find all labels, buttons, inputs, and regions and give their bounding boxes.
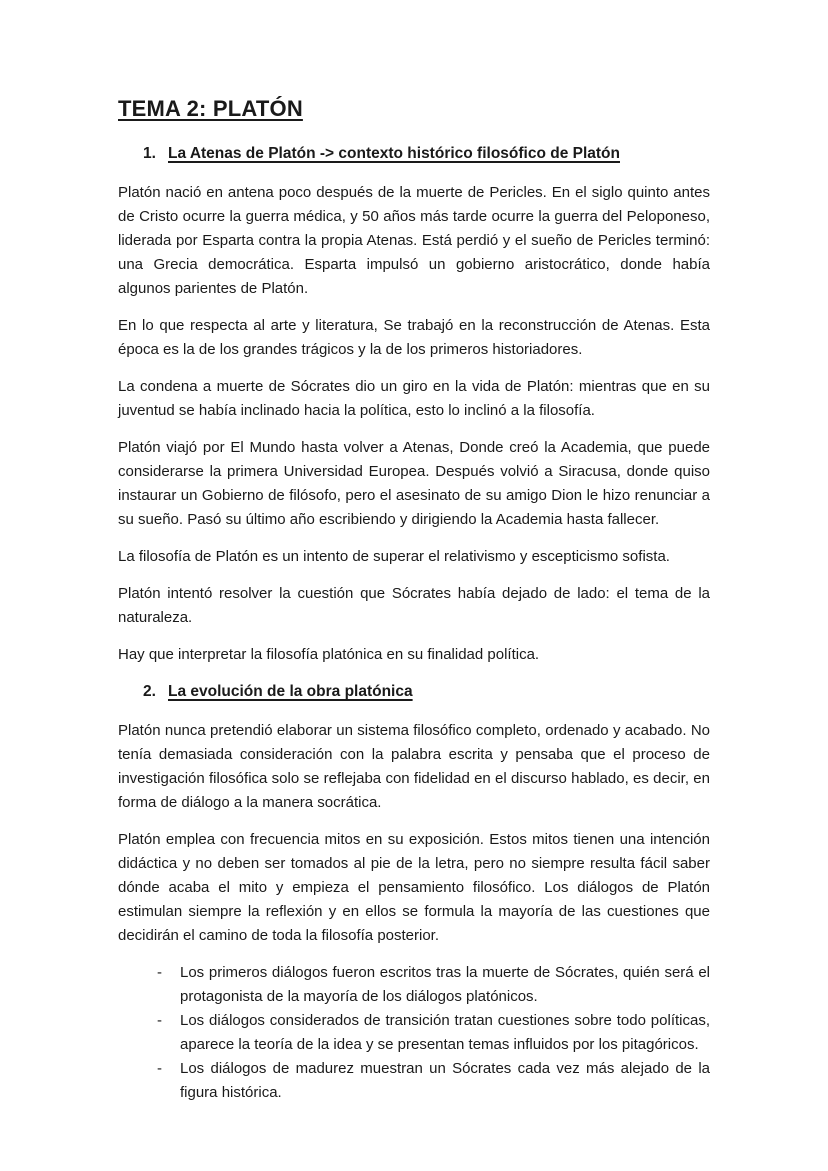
section-number: 1. [143, 145, 156, 162]
paragraph: Hay que interpretar la filosofía platónica en su finalidad política. [118, 646, 540, 663]
paragraph: La filosofía de Platón es un intento de superar el relativismo y escepticismo sofista. [118, 548, 670, 565]
paragraph: Platón nació en antena poco después de la muerte de Pericles. En el siglo quinto antes de Cristo ocurre la guerra médica, y 50 años más tarde ocurre la guerra del Peloponeso, liderada por Esparta contra la propia Atenas. Está perdió y el sueño de Pericles terminó: una Grecia democrática. Esparta impulsó un gobierno aristocrático, donde había algunos parientes de Platón. [118, 184, 710, 297]
paragraph: Platón nunca pretendió elaborar un sistema filosófico completo, ordenado y acabado. No tenía demasiada consideración con la palabra escrita y pensaba que el proceso de investigación filosófica solo se reflejaba con fidelidad en el discurso hablado, es decir, en forma de diálogo a la manera socrática. [118, 722, 710, 811]
list-item [118, 1057, 710, 1105]
section-heading-text: La evolución de la obra platónica [168, 683, 413, 700]
list-item-text: Los diálogos considerados de transición tratan cuestiones sobre todo políticas, aparece la teoría de la idea y se presentan temas influidos por los pitagóricos. [180, 1012, 710, 1053]
dash-marker: - [157, 964, 162, 981]
paragraph: Platón emplea con frecuencia mitos en su exposición. Estos mitos tienen una intención didáctica y no deben ser tomados al pie de la letra, pero no siempre resulta fácil saber dónde acaba el mito y empieza el pensamiento filosófico. Los diálogos de Platón estimulan siempre la reflexión y en ellos se formula la mayoría de las cuestiones que decidirán el camino de toda la filosofía posterior. [118, 831, 710, 944]
list-item [118, 961, 710, 1009]
paragraph: En lo que respecta al arte y literatura, Se trabajó en la reconstrucción de Atenas. Esta época es la de los grandes trágicos y la de los primeros historiadores. [118, 317, 710, 358]
paragraph: Platón intentó resolver la cuestión que Sócrates había dejado de lado: el tema de la naturaleza. [118, 585, 710, 626]
list-item-text: Los diálogos de madurez muestran un Sócrates cada vez más alejado de la figura histórica. [180, 1060, 710, 1101]
list-item [118, 1009, 710, 1057]
paragraph: La condena a muerte de Sócrates dio un giro en la vida de Platón: mientras que en su juventud se había inclinado hacia la política, esto lo inclinó a la filosofía. [118, 378, 710, 419]
section-number: 2. [143, 683, 156, 700]
paragraph: Platón viajó por El Mundo hasta volver a Atenas, Donde creó la Academia, que puede considerarse la primera Universidad Europea. Después volvió a Siracusa, donde quiso instaurar un Gobierno de filósofo, pero el asesinato de su amigo Dion le hizo renunciar a su sueño. Pasó su último año escribiendo y dirigiendo la Academia hasta fallecer. [118, 439, 710, 528]
bullet-list [118, 961, 710, 1105]
section-heading-text: La Atenas de Platón -> contexto histórico filosófico de Platón [168, 145, 620, 162]
list-item-text: Los primeros diálogos fueron escritos tras la muerte de Sócrates, quién será el protagonista de la mayoría de los diálogos platónicos. [180, 964, 710, 1005]
section-heading-2 [118, 680, 710, 704]
dash-marker: - [157, 1060, 162, 1077]
page-title: TEMA 2: PLATÓN [118, 96, 303, 121]
section-heading-1 [118, 142, 710, 166]
dash-marker: - [157, 1012, 162, 1029]
